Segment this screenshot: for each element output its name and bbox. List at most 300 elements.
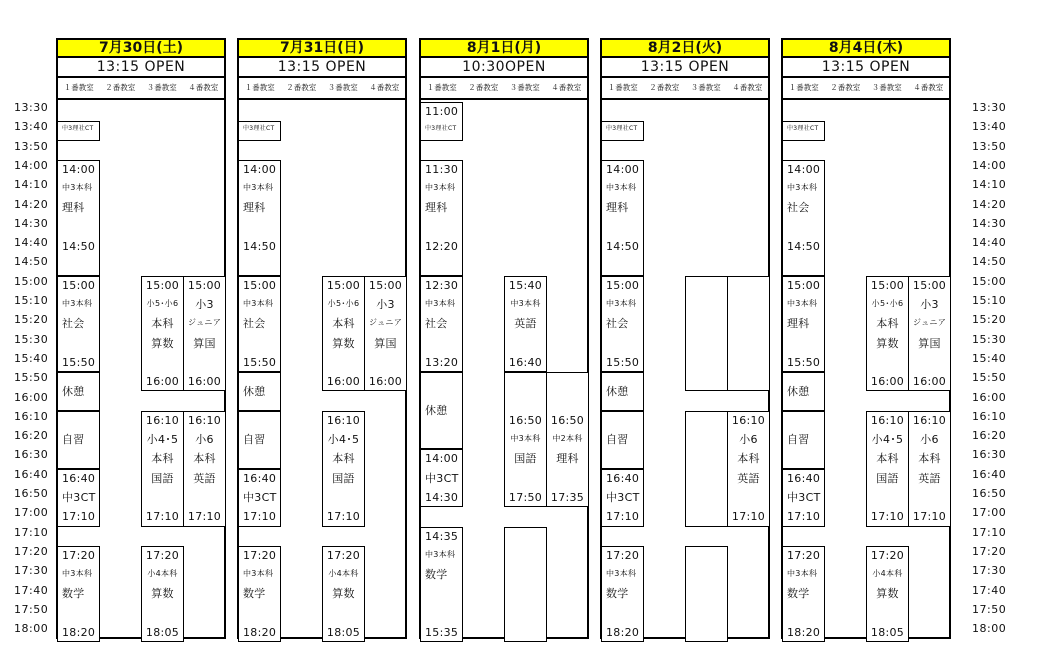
slot-text: 16:00 [368, 375, 403, 389]
class-slot [601, 276, 644, 373]
slot-text: 16:40 [787, 471, 821, 485]
slot-text: 15:50 [787, 355, 821, 369]
class-slot [504, 276, 547, 373]
slot-text: ジュニア [912, 318, 947, 328]
slot-text: 中3本科 [425, 298, 456, 308]
slot-text: 18:05 [870, 626, 905, 640]
slot-text: 17:10 [187, 510, 222, 524]
slot-text: 休憩 [787, 384, 810, 398]
slot-text: 15:35 [425, 626, 459, 640]
slot-text: 15:00 [187, 278, 222, 292]
slot-text: 国語 [514, 452, 537, 466]
class-slot [685, 276, 728, 392]
slot-text: 16:50 [550, 413, 585, 427]
time-label: 17:00 [14, 506, 49, 520]
slot-text: 小4･5 [327, 433, 360, 447]
room-label: ４番教室 [369, 83, 400, 92]
room-label: １番教室 [607, 83, 638, 92]
time-label: 17:40 [972, 583, 1007, 597]
time-label: 17:30 [14, 564, 49, 578]
time-label: 14:50 [972, 255, 1007, 269]
room-label: ４番教室 [913, 83, 944, 92]
slot-text: 15:40 [508, 278, 543, 292]
slot-text: 本科 [151, 317, 174, 331]
slot-text: 14:50 [606, 240, 640, 254]
day-schedule-body [600, 98, 770, 639]
time-label: 15:50 [14, 371, 49, 385]
slot-text: 小4･5 [871, 433, 904, 447]
slot-text: 小6 [739, 433, 758, 447]
slot-text: 17:10 [606, 510, 640, 524]
class-slot [866, 546, 909, 643]
slot-text: 英語 [514, 317, 537, 331]
slot-text: 国語 [332, 471, 355, 485]
class-slot [141, 546, 184, 643]
day-schedule-body [56, 98, 226, 639]
slot-text: 16:00 [145, 375, 180, 389]
class-slot [782, 546, 825, 643]
class-slot [782, 411, 825, 469]
slot-text: 17:10 [62, 510, 96, 524]
slot-text: 本科 [737, 452, 760, 466]
slot-text: 休憩 [62, 384, 85, 398]
class-slot [238, 276, 281, 373]
slot-text: 国語 [151, 471, 174, 485]
slot-text: 中3本科 [606, 298, 637, 308]
slot-text: 理科 [62, 201, 85, 215]
time-label: 17:50 [14, 602, 49, 616]
slot-text: 社会 [606, 317, 629, 331]
slot-text: 17:10 [145, 510, 180, 524]
time-label: 16:10 [14, 409, 49, 423]
slot-text: 15:00 [243, 278, 277, 292]
slot-text: 本科 [332, 452, 355, 466]
slot-text: 17:20 [145, 548, 180, 562]
slot-text: 15:00 [62, 278, 96, 292]
room-label: ２番教室 [830, 83, 861, 92]
class-slot [57, 121, 100, 140]
slot-text: ジュニア [187, 318, 222, 328]
room-label: １番教室 [244, 83, 275, 92]
class-slot [420, 449, 463, 507]
slot-text: 算数 [876, 587, 899, 601]
room-label: ２番教室 [105, 83, 136, 92]
time-label: 16:30 [972, 448, 1007, 462]
slot-text: 理科 [556, 452, 579, 466]
time-label: 13:40 [14, 120, 49, 134]
slot-text: 数学 [425, 568, 448, 582]
time-label: 17:20 [972, 544, 1007, 558]
class-slot [183, 276, 226, 392]
time-label: 17:10 [972, 525, 1007, 539]
class-slot [420, 372, 463, 449]
class-slot [601, 121, 644, 140]
slot-text: 算国 [918, 336, 941, 350]
class-slot [601, 411, 644, 469]
slot-text: 小3 [920, 297, 939, 311]
slot-text: 中3本科 [425, 549, 456, 559]
slot-text: 中3CT [787, 490, 821, 504]
slot-text: 16:10 [145, 413, 180, 427]
slot-text: 本科 [876, 452, 899, 466]
slot-text: 理科 [606, 201, 629, 215]
slot-text: 数学 [62, 587, 85, 601]
time-label: 14:30 [14, 216, 49, 230]
day-schedule-body [237, 98, 407, 639]
slot-text: 18:20 [787, 626, 821, 640]
time-label: 16:20 [972, 429, 1007, 443]
class-slot [238, 121, 281, 140]
slot-text: 算数 [332, 336, 355, 350]
slot-text: 17:50 [508, 490, 543, 504]
time-label: 17:00 [972, 506, 1007, 520]
slot-text: 14:00 [606, 162, 640, 176]
class-slot [57, 372, 100, 411]
room-label: ２番教室 [468, 83, 499, 92]
time-label: 14:10 [14, 178, 49, 192]
slot-text: 中3CT [606, 490, 640, 504]
day-date-header: 8月1日(月) [419, 38, 589, 58]
class-slot [420, 160, 463, 276]
slot-text: 17:10 [243, 510, 277, 524]
slot-text: 15:50 [243, 355, 277, 369]
slot-text: 中3本科 [62, 298, 93, 308]
time-label: 18:00 [972, 622, 1007, 636]
room-header-row [419, 78, 589, 98]
class-slot [238, 546, 281, 643]
slot-text: 休憩 [243, 384, 266, 398]
day-column [419, 38, 589, 640]
class-slot [727, 276, 770, 392]
slot-text: 14:00 [425, 452, 459, 466]
slot-text: 15:00 [145, 278, 180, 292]
class-slot [504, 527, 547, 643]
class-slot [782, 469, 825, 527]
time-label: 17:20 [14, 544, 49, 558]
open-time: 13:15 OPEN [600, 58, 770, 78]
slot-text: 本科 [193, 452, 216, 466]
slot-text: 中3本科 [787, 183, 818, 193]
time-label: 17:10 [14, 525, 49, 539]
class-slot [322, 411, 365, 527]
slot-text: 中3CT [62, 490, 96, 504]
time-label: 15:00 [972, 274, 1007, 288]
slot-text: 自習 [787, 433, 810, 447]
room-label: １番教室 [63, 83, 94, 92]
time-label: 13:30 [972, 101, 1007, 114]
slot-text: 英語 [193, 471, 216, 485]
slot-text: 15:00 [368, 278, 403, 292]
class-slot [322, 546, 365, 643]
slot-text: 16:40 [243, 471, 277, 485]
slot-text: 17:20 [870, 548, 905, 562]
slot-text: 中2本科 [552, 434, 583, 444]
room-label: ３番教室 [509, 83, 540, 92]
slot-text: 中3本科 [606, 569, 637, 579]
room-label: ３番教室 [327, 83, 358, 92]
day-schedule-body [781, 98, 951, 639]
day-column [237, 38, 407, 640]
slot-text: 社会 [243, 317, 266, 331]
time-label: 13:40 [972, 120, 1007, 134]
class-slot [685, 546, 728, 643]
slot-text: 社会 [62, 317, 85, 331]
class-slot [504, 372, 547, 507]
slot-text: 自習 [62, 433, 85, 447]
slot-text: 小6 [195, 433, 214, 447]
slot-text: 17:10 [326, 510, 361, 524]
class-slot [601, 469, 644, 527]
slot-text: 14:30 [425, 490, 459, 504]
slot-text: 15:00 [787, 278, 821, 292]
time-label: 14:00 [972, 158, 1007, 172]
time-label: 17:50 [972, 602, 1007, 616]
room-header-row [781, 78, 951, 98]
slot-text: 本科 [332, 317, 355, 331]
slot-text: 小6 [920, 433, 939, 447]
day-schedule-body [419, 98, 589, 639]
slot-text: 17:20 [787, 548, 821, 562]
room-label: ４番教室 [188, 83, 219, 92]
class-slot [782, 276, 825, 373]
slot-text: 本科 [151, 452, 174, 466]
time-label: 15:50 [972, 371, 1007, 385]
time-label: 13:50 [972, 139, 1007, 153]
slot-text: 14:00 [62, 162, 96, 176]
slot-text: 15:50 [606, 355, 640, 369]
time-label: 14:10 [972, 178, 1007, 192]
time-label: 16:40 [14, 467, 49, 481]
day-date-header: 8月4日(木) [781, 38, 951, 58]
time-label: 13:30 [14, 101, 49, 114]
time-label: 16:50 [14, 487, 49, 500]
day-date-header: 7月31日(日) [237, 38, 407, 58]
time-label: 15:10 [972, 294, 1007, 307]
slot-text: 中3本科 [510, 298, 541, 308]
slot-text: 中3本科 [425, 183, 456, 193]
open-time: 10:30OPEN [419, 58, 589, 78]
slot-text: 中3本科 [606, 183, 637, 193]
slot-text: 18:20 [606, 626, 640, 640]
slot-text: 14:50 [62, 240, 96, 254]
open-time: 13:15 OPEN [56, 58, 226, 78]
slot-text: 16:00 [870, 375, 905, 389]
time-label: 15:20 [14, 313, 49, 327]
slot-text: 中3本科 [787, 298, 818, 308]
slot-text: 中3理社CT [787, 125, 819, 133]
time-label: 15:20 [972, 313, 1007, 327]
time-label: 15:10 [14, 294, 49, 307]
slot-text: 15:00 [606, 278, 640, 292]
slot-text: 中3本科 [62, 569, 93, 579]
slot-text: 数学 [787, 587, 810, 601]
room-label: ２番教室 [286, 83, 317, 92]
slot-text: 17:20 [606, 548, 640, 562]
day-column [781, 38, 951, 640]
slot-text: 12:30 [425, 278, 459, 292]
time-label: 17:30 [972, 564, 1007, 578]
time-label: 15:30 [14, 332, 49, 346]
slot-text: 16:00 [326, 375, 361, 389]
slot-text: 17:10 [787, 510, 821, 524]
slot-text: 12:20 [425, 240, 459, 254]
slot-text: 18:05 [145, 626, 180, 640]
slot-text: 小4本科 [328, 569, 359, 579]
slot-text: 社会 [787, 201, 810, 215]
class-slot [57, 469, 100, 527]
slot-text: 17:10 [870, 510, 905, 524]
slot-text: 自習 [243, 433, 266, 447]
slot-text: 数学 [606, 587, 629, 601]
slot-text: 11:00 [425, 105, 459, 118]
slot-text: 算国 [374, 336, 397, 350]
day-date-header: 7月30日(土) [56, 38, 226, 58]
slot-text: 小5･小6 [327, 298, 360, 308]
slot-text: 14:00 [787, 162, 821, 176]
slot-text: 算数 [876, 336, 899, 350]
time-label: 17:40 [14, 583, 49, 597]
class-slot [420, 527, 463, 643]
class-slot [601, 160, 644, 276]
slot-text: 中3本科 [243, 183, 274, 193]
slot-text: 16:10 [912, 413, 947, 427]
slot-text: 中3本科 [62, 183, 93, 193]
slot-text: 18:20 [243, 626, 277, 640]
slot-text: 小3 [195, 297, 214, 311]
slot-text: 休憩 [425, 404, 448, 418]
class-slot [141, 276, 184, 392]
slot-text: 16:50 [508, 413, 543, 427]
room-header-row [56, 78, 226, 98]
slot-text: 中3本科 [787, 569, 818, 579]
slot-text: 社会 [425, 317, 448, 331]
slot-text: 中3理社CT [425, 125, 457, 133]
class-slot [727, 411, 770, 527]
room-label: １番教室 [426, 83, 457, 92]
class-slot [57, 546, 100, 643]
slot-text: 14:00 [243, 162, 277, 176]
time-label: 15:40 [972, 351, 1007, 365]
slot-text: 18:05 [326, 626, 361, 640]
slot-text: 算数 [332, 587, 355, 601]
class-slot [866, 276, 909, 392]
room-label: １番教室 [788, 83, 819, 92]
class-slot [782, 121, 825, 140]
slot-text: 小5･小6 [871, 298, 904, 308]
class-slot [183, 411, 226, 527]
class-slot [57, 160, 100, 276]
slot-text: 中3理社CT [606, 125, 638, 133]
slot-text: 15:00 [870, 278, 905, 292]
slot-text: 英語 [737, 471, 760, 485]
class-slot [601, 372, 644, 411]
class-slot [420, 102, 463, 141]
time-label: 14:40 [972, 236, 1007, 250]
time-label: 18:00 [14, 622, 49, 636]
class-slot [546, 372, 589, 507]
slot-text: 14:50 [243, 240, 277, 254]
time-label: 15:30 [972, 332, 1007, 346]
slot-text: 15:50 [62, 355, 96, 369]
time-label: 14:20 [14, 197, 49, 211]
slot-text: 18:20 [62, 626, 96, 640]
slot-text: 理科 [787, 317, 810, 331]
slot-text: 17:10 [731, 510, 766, 524]
slot-text: 算数 [151, 587, 174, 601]
room-label: ２番教室 [649, 83, 680, 92]
class-slot [782, 160, 825, 276]
time-label: 15:00 [14, 274, 49, 288]
class-slot [601, 546, 644, 643]
slot-text: 17:20 [326, 548, 361, 562]
time-label: 16:10 [972, 409, 1007, 423]
slot-text: 小5･小6 [146, 298, 179, 308]
slot-text: 数学 [243, 587, 266, 601]
open-time: 13:15 OPEN [781, 58, 951, 78]
slot-text: 中3CT [243, 490, 277, 504]
slot-text: 16:40 [62, 471, 96, 485]
slot-text: 自習 [606, 433, 629, 447]
class-slot [866, 411, 909, 527]
time-label: 16:50 [972, 487, 1007, 500]
room-label: ４番教室 [732, 83, 763, 92]
class-slot [908, 411, 951, 527]
day-column [600, 38, 770, 640]
slot-text: 17:10 [912, 510, 947, 524]
day-column [56, 38, 226, 640]
room-label: ３番教室 [690, 83, 721, 92]
class-slot [141, 411, 184, 527]
slot-text: 小3 [376, 297, 395, 311]
class-slot [782, 372, 825, 411]
class-slot [364, 276, 407, 392]
slot-text: 中3理社CT [243, 125, 275, 133]
class-slot [685, 411, 728, 527]
slot-text: 16:40 [606, 471, 640, 485]
slot-text: 14:50 [787, 240, 821, 254]
slot-text: 休憩 [606, 384, 629, 398]
slot-text: 16:10 [870, 413, 905, 427]
slot-text: 算数 [151, 336, 174, 350]
time-label: 16:20 [14, 429, 49, 443]
slot-text: 理科 [243, 201, 266, 215]
slot-text: 16:10 [187, 413, 222, 427]
slot-text: 国語 [876, 471, 899, 485]
slot-text: 14:35 [425, 529, 459, 543]
time-label: 14:40 [14, 236, 49, 250]
slot-text: 16:40 [508, 355, 543, 369]
time-label: 14:00 [14, 158, 49, 172]
slot-text: 15:00 [326, 278, 361, 292]
class-slot [238, 372, 281, 411]
class-slot [908, 276, 951, 392]
slot-text: 中3本科 [243, 298, 274, 308]
class-slot [238, 469, 281, 527]
slot-text: 17:20 [62, 548, 96, 562]
time-label: 16:00 [14, 390, 49, 404]
slot-text: 中3本科 [243, 569, 274, 579]
day-date-header: 8月2日(火) [600, 38, 770, 58]
open-time: 13:15 OPEN [237, 58, 407, 78]
slot-text: 中3理社CT [62, 125, 94, 133]
class-slot [57, 411, 100, 469]
slot-text: 13:20 [425, 355, 459, 369]
slot-text: 算国 [193, 336, 216, 350]
time-label: 14:30 [972, 216, 1007, 230]
time-label: 15:40 [14, 351, 49, 365]
slot-text: 17:20 [243, 548, 277, 562]
class-slot [420, 276, 463, 373]
